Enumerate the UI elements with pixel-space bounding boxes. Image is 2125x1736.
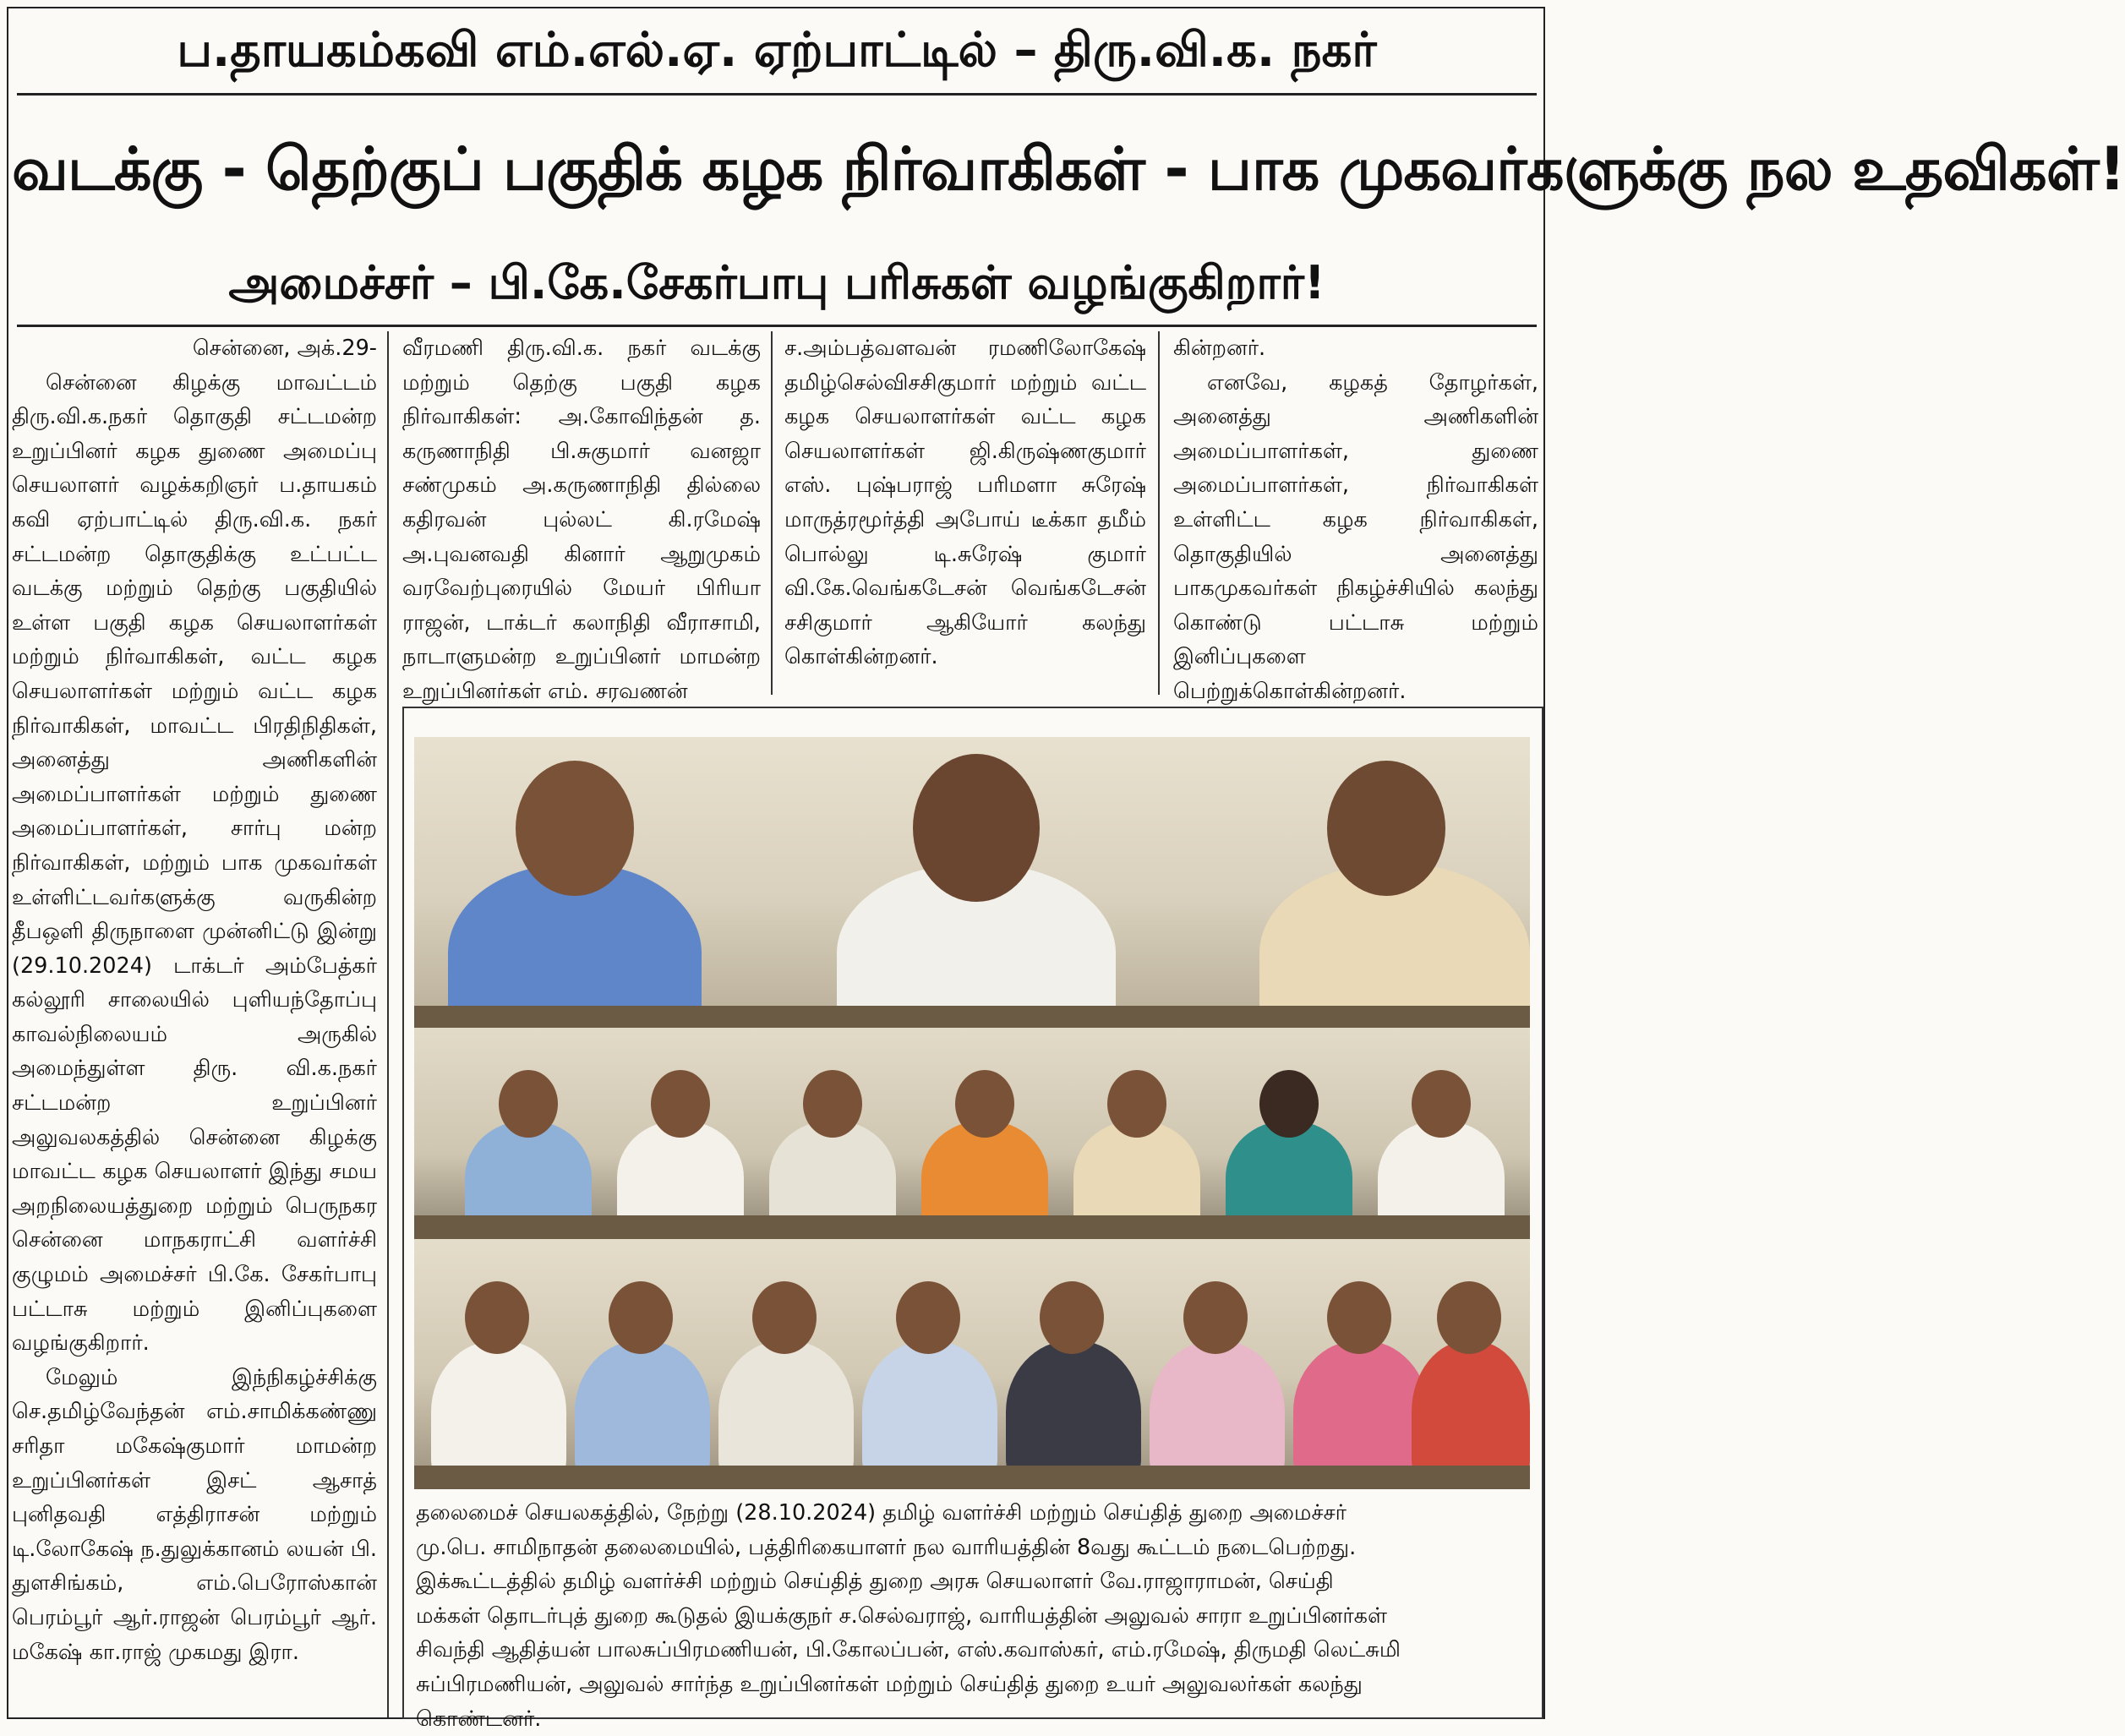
person-head <box>1040 1281 1104 1354</box>
person-head <box>1327 1281 1391 1354</box>
headline-main: வடக்கு - தெற்குப் பகுதிக் கழக நிர்வாகிகள் - பாக முகவர்களுக்கு நல உதவிகள்! <box>12 134 2125 204</box>
caption-line: தலைமைச் செயலகத்தில், நேற்று (28.10.2024) தமிழ் வளர்ச்சி மற்றும் செய்தித் துறை அமைச்சர் <box>416 1500 1347 1526</box>
meeting-photo-3 <box>414 1239 1530 1489</box>
person-head <box>1412 1070 1471 1138</box>
headline-top: ப.தாயகம்கவி எம்.எல்.ஏ. ஏற்பாட்டில் – திரு.வி.க. நகர் <box>177 23 1377 78</box>
person-head <box>1183 1281 1248 1354</box>
column-rule <box>771 331 773 695</box>
person-head <box>1107 1070 1166 1138</box>
article-paragraph: கின்றனர். <box>1173 336 1266 361</box>
caption-line: சிவந்தி ஆதித்யன் பாலசுப்பிரமணியன், பி.கோலப்பன், எஸ்.கவாஸ்கர், எம்.ரமேஷ், திருமதி லெட்சுமி <box>416 1637 1401 1663</box>
article-column-2 <box>402 331 761 704</box>
divider <box>17 325 1537 327</box>
person-head <box>896 1281 960 1354</box>
divider <box>17 93 1537 96</box>
article-paragraph: எனவே, கழகத் தோழர்கள், அனைத்து அணிகளின் அமைப்பாளர்கள், துணை அமைப்பாளர்கள், நிர்வாகிகள் உள்ளிட்ட கழக நிர்வாகிகள், தொகுதியில் அனைத்து பாகமுகவர்கள் நிகழ்ச்சியில் கலந்து கொண்டு பட்டாசு மற்றும் இனிப்புகளை பெற்றுக்கொள்கின்றனர். <box>1173 369 1538 704</box>
caption-line: சுப்பிரமணியன், அலுவல் சார்ந்த உறுப்பினர்கள் மற்றும் செய்தித் துறை உயர் அலுவலர்கள் கலந்து <box>416 1671 1363 1697</box>
person-head <box>1259 1070 1319 1138</box>
article-paragraph: ச.அம்பத்வளவன் ரமணிலோகேஷ் தமிழ்செல்விசசிகுமார் மற்றும் வட்ட கழக செயலாளர்கள் வட்ட கழக செயலாளர்கள் ஜி.கிருஷ்ணகுமார் எஸ். புஷ்பராஜ் பரிமளா சுரேஷ் மாருத்ரமூர்த்தி அபோய் டீக்கா தமீம் பொல்லு டி.சுரேஷ் குமார் வி.கே.வெங்கடேசன் வெங்கடேசன் சசிகுமார் ஆகியோர் கலந்து கொள்கின்றனர். <box>784 336 1146 670</box>
person-head <box>1327 761 1445 896</box>
person-head <box>803 1070 862 1138</box>
person-head <box>465 1281 529 1354</box>
headline-sub: அமைச்சர் – பி.கே.சேகர்பாபு பரிசுகள் வழங்குகிறார்! <box>228 256 1325 309</box>
caption-line: மு.பெ. சாமிநாதன் தலைமையில், பத்திரிகையாளர் நல வாரியத்தின் 8வது கூட்டம் நடைபெற்றது. <box>416 1534 1357 1560</box>
meeting-photo-1 <box>414 737 1530 1028</box>
caption-line: மக்கள் தொடர்புத் துறை கூடுதல் இயக்குநர் ச.செல்வராஜ், வாரியத்தின் அலுவல் சாரா உறுப்பினர்கள் <box>416 1602 1387 1629</box>
dateline: சென்னை, அக்.29- <box>192 336 377 361</box>
caption-line: இக்கூட்டத்தில் தமிழ் வளர்ச்சி மற்றும் செய்தித் துறை அரசு செயலாளர் வே.ராஜாராமன், செய்தி <box>416 1569 1334 1595</box>
column-rule <box>387 331 389 1717</box>
person-head <box>499 1070 558 1138</box>
article-paragraph: மேலும் இந்நிகழ்ச்சிக்கு செ.தமிழ்வேந்தன் எம்.சாமிக்கண்ணு சரிதா மகேஷ்குமார் மாமன்ற உறுப்பினர்கள் இசட் ஆசாத் புனிதவதி எத்திராசன் மற்றும் டி.லோகேஷ் ந.துலுக்கானம் லயன் பி. துளசிங்கம், எம்.பெரோஸ்கான் பெரம்பூர் ஆர்.ராஜன் பெரம்பூர் ஆர். மகேஷ் கா.ராஜ் முகமது இரா. <box>12 1364 377 1665</box>
photo-caption <box>416 1496 1530 1736</box>
table <box>414 1006 1530 1028</box>
person-head <box>1437 1281 1501 1354</box>
caption-line: கொண்டனர். <box>416 1706 542 1732</box>
article-column-1 <box>12 331 377 1717</box>
article-paragraph: சென்னை கிழக்கு மாவட்டம் திரு.வி.க.நகர் தொகுதி சட்டமன்ற உறுப்பினர் கழக துணை அமைப்பு செயலாளர் வழக்கறிஞர் ப.தாயகம் கவி ஏற்பாட்டில் திரு.வி.க. நகர் சட்டமன்ற தொகுதிக்கு உட்பட்ட வடக்கு மற்றும் தெற்கு பகுதியில் உள்ள பகுதி கழக செயலாளர்கள் மற்றும் நிர்வாகிகள், வட்ட கழக செயலாளர்கள் மற்றும் வட்ட கழக நிர்வாகிகள், மாவட்ட பிரதிநிதிகள், அனைத்து அணிகளின் அமைப்பாளர்கள் மற்றும் துணை அமைப்பாளர்கள், சார்பு மன்ற நிர்வாகிகள், மற்றும் பாக முகவர்கள் உள்ளிட்டவர்களுக்கு வருகின்ற தீபஒளி திருநாளை முன்னிட்டு இன்று (29.10.2024) டாக்டர் அம்பேத்கர் கல்லூரி சாலையில் புளியந்தோப்பு காவல்நிலையம் அருகில் அமைந்துள்ள திரு. வி.க.நகர் சட்டமன்ற உறுப்பினர் அலுவலகத்தில் சென்னை கிழக்கு மாவட்ட கழக செயலாளர் இந்து சமய அறநிலையத்துறை மற்றும் பெருநகர சென்னை மாநகராட்சி வளர்ச்சி குழுமம் அமைச்சர் பி.கே. சேகர்பாபு பட்டாசு மற்றும் இனிப்புகளை வழங்குகிறார். <box>12 369 377 1357</box>
person-head <box>651 1070 710 1138</box>
person-head <box>955 1070 1014 1138</box>
article-column-4 <box>1173 331 1538 704</box>
table <box>414 1466 1530 1489</box>
meeting-photo-2 <box>414 1028 1530 1239</box>
article-paragraph: வீரமணி திரு.வி.க. நகர் வடக்கு மற்றும் தெற்கு பகுதி கழக நிர்வாகிகள்: அ.கோவிந்தன் த. கருணாநிதி பி.சுகுமார் வனஜா சண்முகம் அ.கருணாநிதி தில்லை கதிரவன் புல்லட் கி.ரமேஷ் அ.புவனவதி கினார் ஆறுமுகம் வரவேற்புரையில் மேயர் பிரியா ராஜன், டாக்டர் கலாநிதி வீராசாமி, நாடாளுமன்ற உறுப்பினர் மாமன்ற உறுப்பினர்கள் எம். சரவணன் <box>402 336 761 704</box>
person-head <box>609 1281 673 1354</box>
person-head <box>913 754 1040 902</box>
person-head <box>752 1281 817 1354</box>
person-head <box>516 761 634 896</box>
article-column-3 <box>784 331 1146 695</box>
table <box>414 1215 1530 1239</box>
column-rule <box>1158 331 1160 695</box>
